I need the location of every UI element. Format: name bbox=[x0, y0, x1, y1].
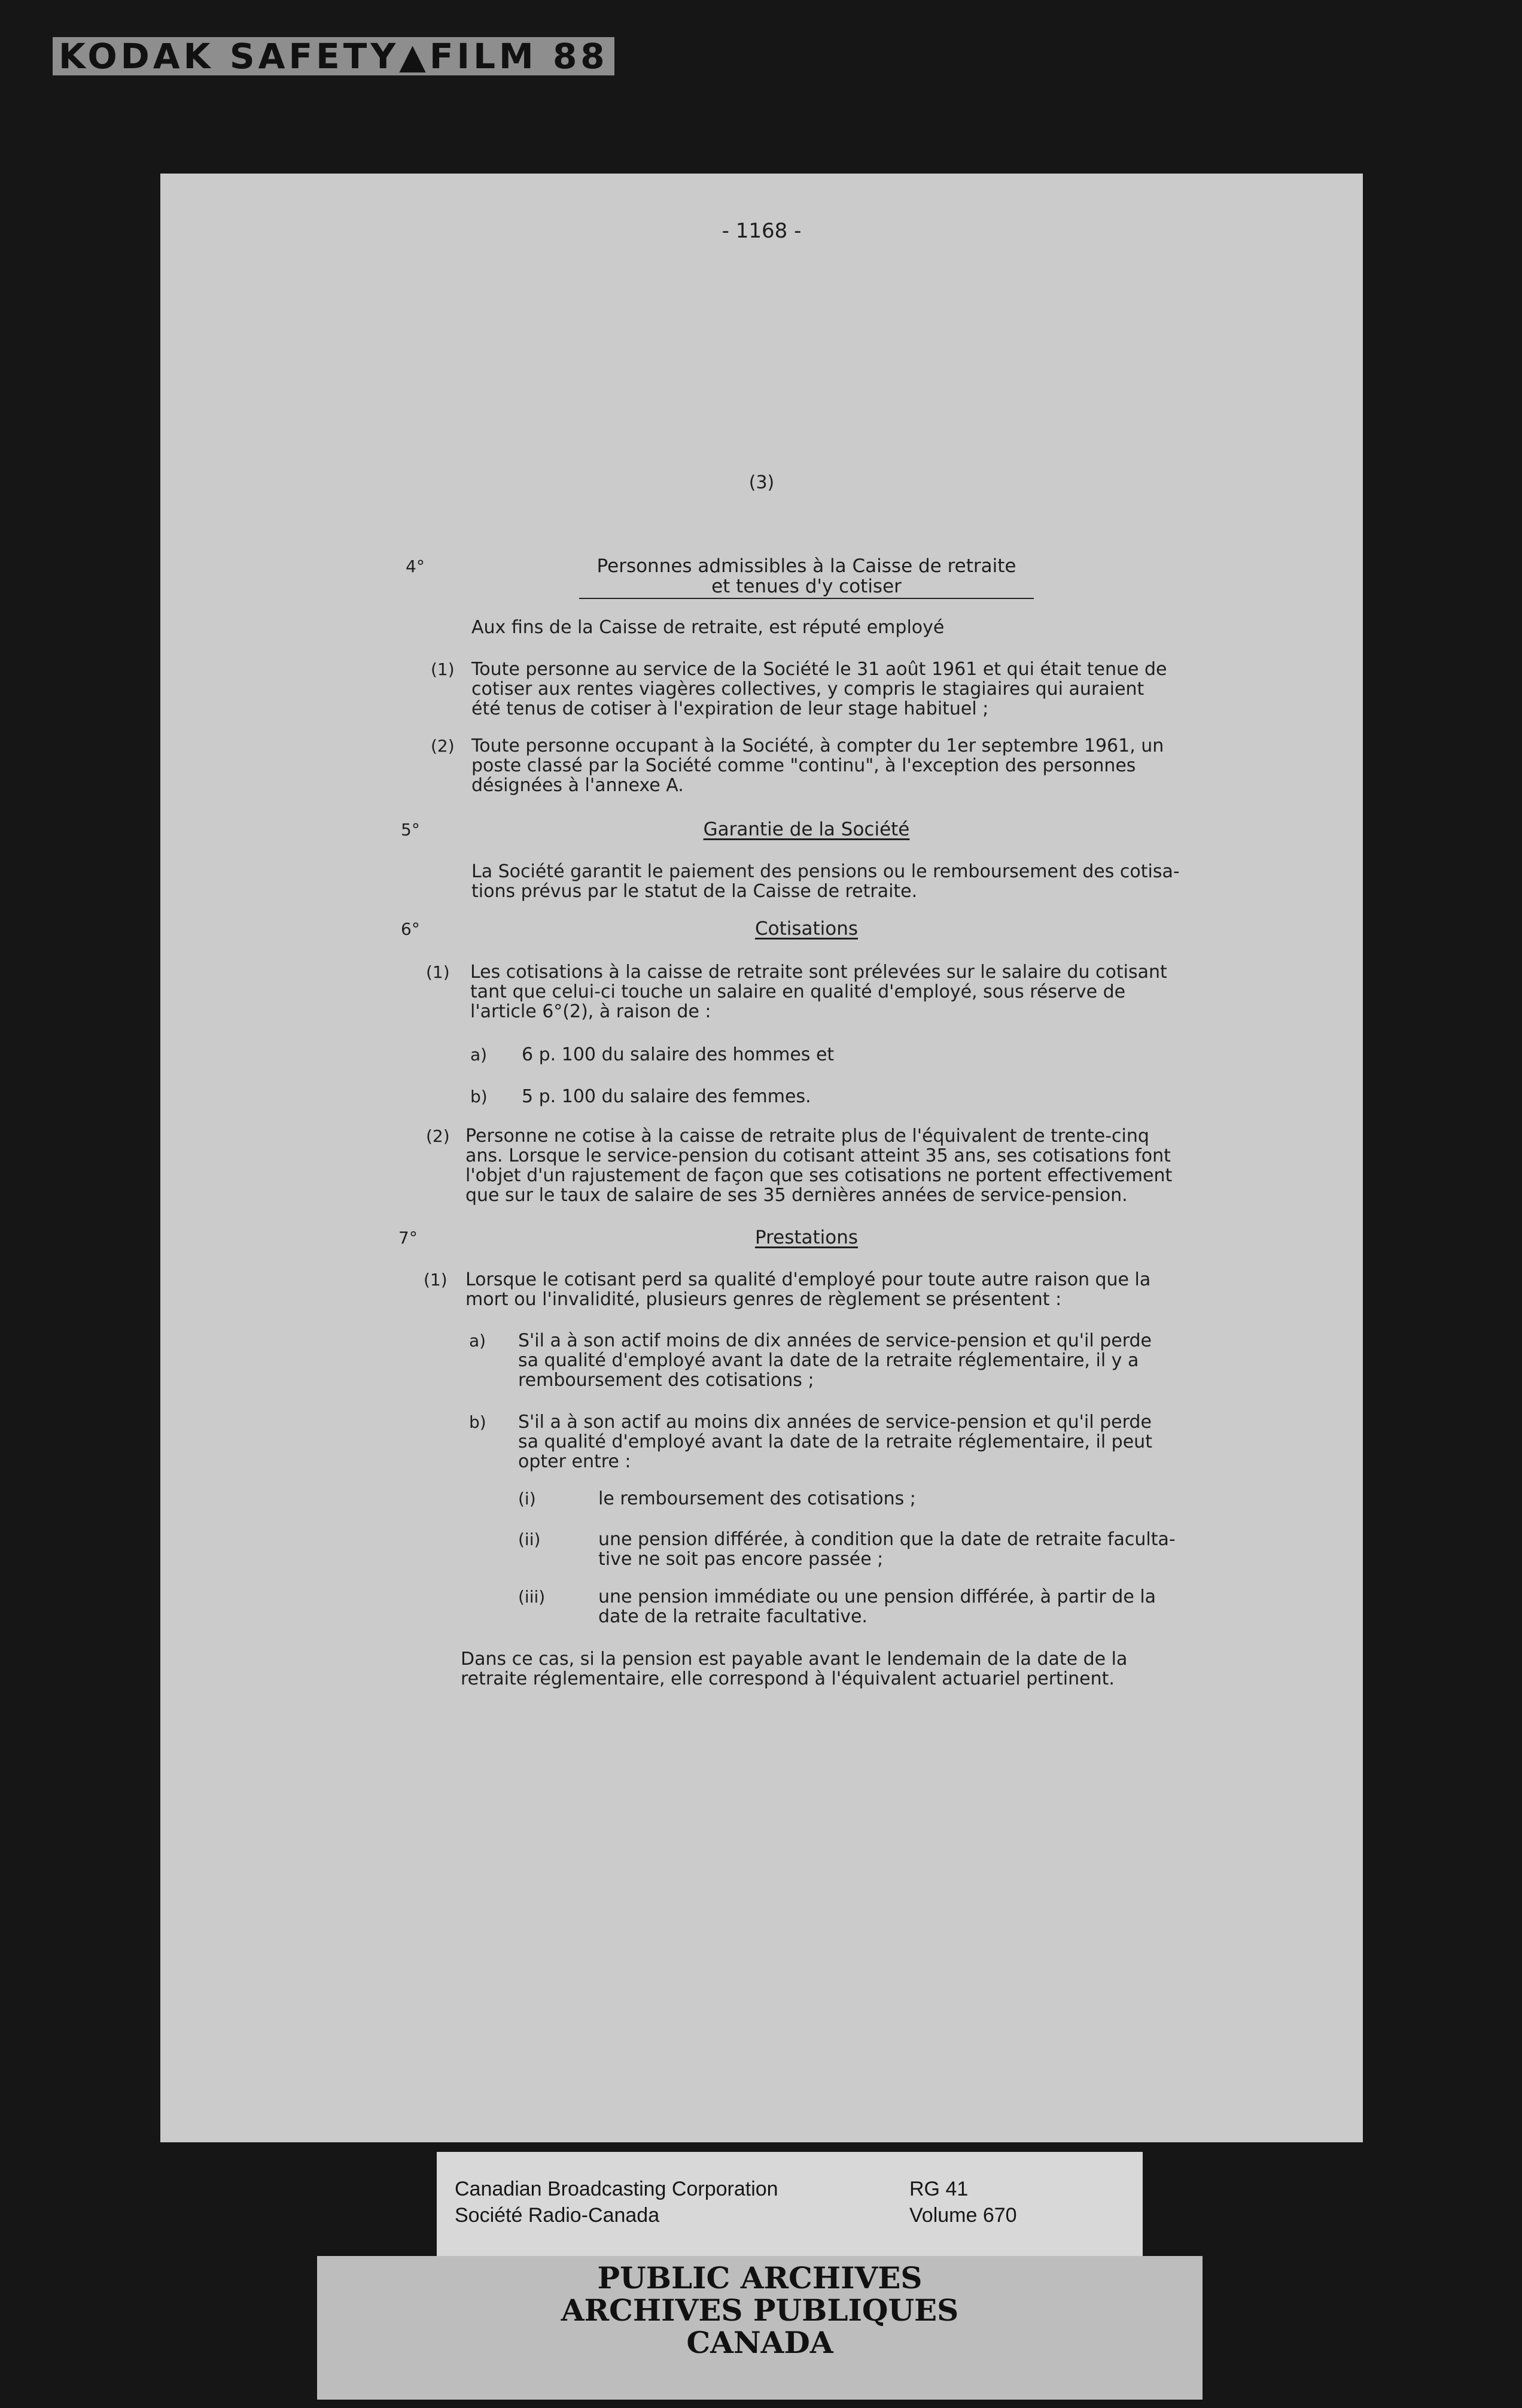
article-6-heading: Cotisations bbox=[754, 918, 859, 940]
text-line: une pension différée, à condition que la date de retraite faculta- bbox=[598, 1529, 1176, 1550]
film-edge-marking: KODAK SAFETY▲FILM 88 bbox=[53, 37, 614, 75]
page-number: - 1168 - bbox=[722, 219, 802, 243]
article-7-ii-text bbox=[598, 1530, 1176, 1569]
text-line: sa qualité d'employé avant la date de la retraite réglementaire, il peut bbox=[518, 1431, 1152, 1452]
stamp-line: CANADA bbox=[686, 2325, 833, 2360]
article-6-p1 bbox=[470, 962, 1167, 1021]
stamp-line: PUBLIC ARCHIVES bbox=[597, 2260, 923, 2295]
org-name-fr: Société Radio-Canada bbox=[455, 2204, 660, 2227]
article-4-p2 bbox=[471, 736, 1164, 795]
article-4-heading-line2: et tenues d'y cotiser bbox=[579, 577, 1034, 599]
article-6-p2-number: (2) bbox=[426, 1126, 450, 1146]
article-7-b-label: b) bbox=[469, 1412, 486, 1432]
article-6-p1-number: (1) bbox=[426, 962, 450, 982]
article-7-heading: Prestations bbox=[754, 1227, 859, 1248]
text-line: Toute personne occupant à la Société, à compter du 1er septembre 1961, un bbox=[471, 735, 1164, 756]
text-line: sa qualité d'employé avant la date de la retraite réglementaire, il y a bbox=[518, 1350, 1139, 1371]
text-line: Personne ne cotise à la caisse de retraite plus de l'équivalent de trente-cinq bbox=[465, 1126, 1149, 1147]
text-line: que sur le taux de salaire de ses 35 dernières années de service-pension. bbox=[465, 1185, 1128, 1206]
archives-stamp bbox=[317, 2256, 1203, 2400]
text-line: mort ou l'invalidité, plusieurs genres de règlement se présentent : bbox=[465, 1289, 1062, 1310]
article-6-number: 6° bbox=[401, 919, 420, 939]
text-line: La Société garantit le paiement des pensions ou le remboursement des cotisa- bbox=[471, 861, 1180, 882]
text-line: opter entre : bbox=[518, 1451, 631, 1472]
archive-reference-card bbox=[437, 2152, 1143, 2266]
text-line: tive ne soit pas encore passée ; bbox=[598, 1549, 884, 1570]
text-line: Dans ce cas, si la pension est payable avant le lendemain de la date de la bbox=[461, 1649, 1128, 1670]
article-6-a-text: 6 p. 100 du salaire des hommes et bbox=[522, 1044, 835, 1065]
text-line: tant que celui-ci touche un salaire en qualité d'employé, sous réserve de bbox=[470, 981, 1126, 1002]
article-7-iii-label: (iii) bbox=[518, 1587, 546, 1607]
article-7-number: 7° bbox=[398, 1228, 418, 1248]
article-5-text bbox=[471, 862, 1180, 901]
text-line: une pension immédiate ou une pension différée, à partir de la bbox=[598, 1586, 1156, 1607]
article-7-p1-number: (1) bbox=[424, 1270, 448, 1290]
stamp-line: ARCHIVES PUBLIQUES bbox=[561, 2293, 959, 2328]
text-line: remboursement des cotisations ; bbox=[518, 1370, 814, 1391]
article-7-closing bbox=[461, 1649, 1127, 1689]
text-line: Toute personne au service de la Société le 31 août 1961 et qui était tenue de bbox=[471, 659, 1167, 680]
text-line: l'objet d'un rajustement de façon que ses cotisations ne portent effectivement bbox=[465, 1165, 1173, 1186]
article-7-i-text: le remboursement des cotisations ; bbox=[598, 1488, 916, 1509]
article-6-b-label: b) bbox=[470, 1087, 488, 1106]
text-line: Lorsque le cotisant perd sa qualité d'employé pour toute autre raison que la bbox=[465, 1269, 1151, 1290]
article-4-intro: Aux fins de la Caisse de retraite, est réputé employé bbox=[471, 617, 945, 638]
article-5-number: 5° bbox=[401, 820, 420, 840]
text-line: ans. Lorsque le service-pension du cotisant atteint 35 ans, ses cotisations font bbox=[465, 1145, 1171, 1166]
article-7-ii-label: (ii) bbox=[518, 1530, 541, 1549]
article-4-number: 4° bbox=[406, 557, 425, 576]
org-name-en: Canadian Broadcasting Corporation bbox=[455, 2178, 778, 2200]
text-line: S'il a à son actif moins de dix années de service-pension et qu'il perde bbox=[518, 1330, 1152, 1351]
article-6-p2 bbox=[465, 1126, 1172, 1205]
article-4-p2-number: (2) bbox=[431, 736, 455, 756]
article-5-heading: Garantie de la Société bbox=[703, 819, 910, 840]
text-line: désignées à l'annexe A. bbox=[471, 775, 684, 796]
text-line: Les cotisations à la caisse de retraite sont prélevées sur le salaire du cotisant bbox=[470, 962, 1167, 983]
article-7-p1 bbox=[465, 1270, 1150, 1309]
section-marker: (3) bbox=[748, 472, 775, 493]
text-line: date de la retraite facultative. bbox=[598, 1606, 867, 1627]
text-line: cotiser aux rentes viagères collectives, y compris le stagiaires qui auraient bbox=[471, 679, 1144, 700]
article-4-heading-line1: Personnes admissibles à la Caisse de retraite bbox=[596, 555, 1016, 577]
text-line: tions prévus par le statut de la Caisse de retraite. bbox=[471, 881, 918, 902]
article-7-i-label: (i) bbox=[518, 1489, 536, 1509]
text-line: S'il a à son actif au moins dix années de service-pension et qu'il perde bbox=[518, 1412, 1152, 1433]
article-6-b-text: 5 p. 100 du salaire des femmes. bbox=[522, 1086, 811, 1107]
volume-number: Volume 670 bbox=[909, 2204, 1017, 2227]
record-group: RG 41 bbox=[909, 2178, 969, 2200]
article-7-a-label: a) bbox=[469, 1331, 486, 1351]
article-7-iii-text bbox=[598, 1587, 1156, 1626]
text-line: été tenus de cotiser à l'expiration de leur stage habituel ; bbox=[471, 698, 989, 719]
text-line: poste classé par la Société comme "continu", à l'exception des personnes bbox=[471, 755, 1136, 776]
article-4-p1-number: (1) bbox=[431, 659, 455, 679]
article-6-a-label: a) bbox=[470, 1045, 488, 1065]
text-line: l'article 6°(2), à raison de : bbox=[470, 1001, 711, 1022]
article-4-p1 bbox=[471, 659, 1167, 719]
article-7-b-text bbox=[518, 1412, 1152, 1471]
document-page bbox=[160, 174, 1363, 2142]
article-7-a-text bbox=[518, 1331, 1152, 1390]
text-line: retraite réglementaire, elle correspond à l'équivalent actuariel pertinent. bbox=[461, 1668, 1115, 1689]
